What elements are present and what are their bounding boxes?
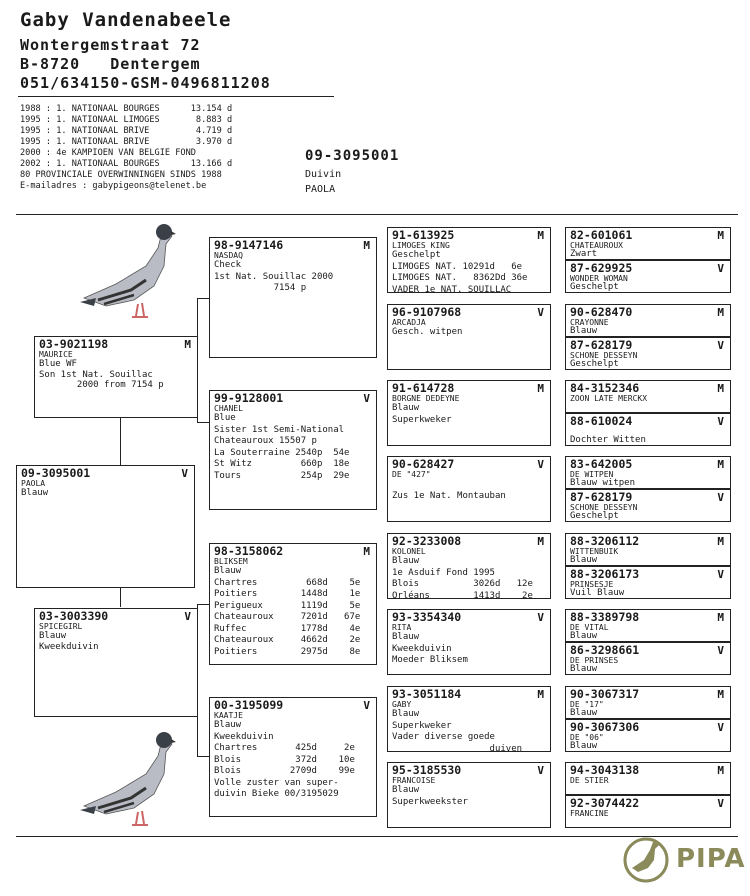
pigeon-name: BORGNE DEDEYNE xyxy=(392,394,460,403)
pigeon-name: FRANCINE xyxy=(570,809,609,818)
ring-number: 88-3206112 xyxy=(570,534,640,548)
sex-marker: M xyxy=(717,229,724,242)
pigeon-info-line: Chateauroux 15507 p xyxy=(214,436,317,446)
pigeon-info-line: St Witz 660p 18e xyxy=(214,459,350,469)
pedigree-box-gen4 xyxy=(565,609,731,642)
sex-marker: V xyxy=(717,339,724,352)
pigeon-info-line: Blauw xyxy=(21,488,49,498)
pedigree-box-gen4 xyxy=(565,304,731,337)
pigeon-name: DE "06" xyxy=(570,733,604,742)
pigeon-info-line: Geschelpt xyxy=(570,511,619,521)
pigeon-info-line: Blauw xyxy=(570,555,598,565)
pigeon-info-line: Dochter Witten xyxy=(570,435,646,445)
pigeon-name: RITA xyxy=(392,623,412,632)
pigeon-info-line: Blauw xyxy=(392,632,420,642)
achievement-line: 2002 : 1. NATIONAAL BOURGES 13.166 d xyxy=(20,159,233,169)
ring-number: 87-629925 xyxy=(570,261,633,275)
sex-marker: M xyxy=(717,688,724,701)
pigeon-name: ZOON LATE MERCKX xyxy=(570,394,648,403)
pigeon-info-line: Geschelpt xyxy=(392,250,441,260)
ring-number: 90-3067317 xyxy=(570,687,640,701)
pigeon-info-line: Superkweekster xyxy=(392,796,468,807)
ring-number: 90-3067306 xyxy=(570,720,640,734)
ring-number: 82-601061 xyxy=(570,228,633,242)
pigeon-name: DE "427" xyxy=(392,470,431,479)
sex-marker: V xyxy=(184,610,191,623)
sex-marker: M xyxy=(537,382,544,395)
pedigree-box-gen3 xyxy=(387,456,551,522)
pigeon-name: DE STIER xyxy=(570,776,609,785)
pigeon-info-line: VADER 1e NAT. SOUILLAC xyxy=(392,284,512,295)
ring-number: 95-3185530 xyxy=(392,763,462,777)
ring-number: 88-3389798 xyxy=(570,610,640,624)
pigeon-info-line: Chateauroux 7201d 67e xyxy=(214,612,361,622)
pigeon-name: PRINSESJE xyxy=(570,580,614,589)
pigeon-info-line: Blauw xyxy=(570,326,598,336)
sex-marker: V xyxy=(717,568,724,581)
pigeon-info-line: Sister 1st Semi-National xyxy=(214,424,345,435)
breeder-city: B-8720 Dentergem xyxy=(20,55,201,73)
pigeon-info-line: Perigueux 1119d 5e xyxy=(214,600,361,611)
pedigree-box-gen4 xyxy=(565,686,731,719)
pigeon-name: BLIKSEM xyxy=(214,557,248,566)
pigeon-info-line: Blauw xyxy=(214,720,242,730)
achievement-line: 1988 : 1. NATIONAAL BOURGES 13.154 d xyxy=(20,104,233,114)
ring-number: 98-3158062 xyxy=(214,544,284,558)
pedigree-box-gen3 xyxy=(387,380,551,446)
pigeon-info-line: Blauw witpen xyxy=(570,478,636,488)
pigeon-name: ARCADJA xyxy=(392,318,426,327)
pigeon-info-line: Zwart xyxy=(570,249,598,259)
pigeon-name: FRANCOISE xyxy=(392,776,436,785)
pedigree-box-gen4 xyxy=(565,762,731,795)
sex-marker: V xyxy=(717,491,724,504)
pigeon-info-line: Vuil Blauw xyxy=(570,588,625,598)
ring-number: 96-9107968 xyxy=(392,305,462,319)
breeder-phone: 051/634150-GSM-0496811208 xyxy=(20,74,271,92)
connector-main-mother xyxy=(120,587,121,607)
sex-marker: M xyxy=(537,535,544,548)
ring-number: 00-3195099 xyxy=(214,698,284,712)
pigeon-info-line: Blois 372d 10e xyxy=(214,754,355,765)
sex-marker: M xyxy=(363,545,370,558)
sex-marker: M xyxy=(717,764,724,777)
pigeon-info-line: Son 1st Nat. Souillac xyxy=(39,369,153,380)
sex-marker: M xyxy=(717,458,724,471)
pedigree-box-gen4 xyxy=(565,260,731,293)
pedigree-box-gen4 xyxy=(565,413,731,446)
pigeon-info-line: Blauw xyxy=(570,631,598,641)
ring-number: 93-3051184 xyxy=(392,687,462,701)
pigeon-info-line: Geschelpt xyxy=(570,359,619,369)
pigeon-info-line: Blauw xyxy=(392,709,420,719)
pedigree-box-gen3 xyxy=(387,533,551,599)
sex-marker: V xyxy=(537,611,544,624)
sex-marker: M xyxy=(717,611,724,624)
pedigree-box-gen4 xyxy=(565,566,731,599)
header-underline xyxy=(18,96,334,97)
pedigree-box-main xyxy=(16,465,195,588)
achievement-line: 1995 : 1. NATIONAAL LIMOGES 8.883 d xyxy=(20,115,233,125)
pigeon-name: SCHONE DESSEYN xyxy=(570,351,638,360)
connector-father-main xyxy=(120,417,121,465)
pigeon-info-line: Zus 1e Nat. Montauban xyxy=(392,490,506,501)
pipa-logo-icon xyxy=(622,830,670,886)
pigeon-info-line: Vader diverse goede xyxy=(392,732,495,742)
pedigree-box-gen3 xyxy=(387,227,551,293)
pigeon-name: CHATEAUROUX xyxy=(570,241,623,250)
pigeon-info-line: Blauw xyxy=(392,403,420,413)
pigeon-info-line: LIMOGES NAT. 8362Dd 36e xyxy=(392,273,528,283)
pedigree-box-gen4 xyxy=(565,719,731,752)
pigeon-info-line: Volle zuster van super- xyxy=(214,777,339,788)
pedigree-box-gen3 xyxy=(387,762,551,828)
pigeon-info-line: Blauw xyxy=(570,708,598,718)
sex-marker: V xyxy=(717,262,724,275)
pigeon-info-line: duiven xyxy=(392,743,523,754)
pigeon-info-line: Gesch. witpen xyxy=(392,327,463,337)
pedigree-box-gen4 xyxy=(565,380,731,413)
pigeon-info-line: Moeder Bliksem xyxy=(392,655,468,665)
ring-number: 88-3206173 xyxy=(570,567,640,581)
pigeon-name: WITTENBUIK xyxy=(570,547,619,556)
achievement-line: 80 PROVINCIALE OVERWINNINGEN SINDS 1988 xyxy=(20,170,222,180)
pigeon-info-line: 7154 p xyxy=(214,283,307,293)
sex-marker: M xyxy=(717,535,724,548)
pigeon-info-line: Blauw xyxy=(214,566,242,576)
sex-marker: V xyxy=(717,644,724,657)
ring-number: 99-9128001 xyxy=(214,391,284,405)
pigeon-name: KOLONEL xyxy=(392,547,426,556)
ring-number: 83-642005 xyxy=(570,457,633,471)
pedigree-box-gen2 xyxy=(209,697,377,817)
ring-number: 93-3354340 xyxy=(392,610,462,624)
pigeon-info-line: 1e Asduif Fond 1995 xyxy=(392,567,495,578)
pigeon-info-line: La Souterraine 2540p 54e xyxy=(214,447,350,458)
sex-marker: V xyxy=(717,797,724,810)
pigeon-photo-top xyxy=(76,218,176,324)
pigeon-info-line: 2000 from 7154 p xyxy=(39,380,164,390)
breeder-name: Gaby Vandenabeele xyxy=(20,9,232,31)
pedigree-box-gen4 xyxy=(565,337,731,370)
pigeon-name: WONDER WOMAN xyxy=(570,274,628,283)
sex-marker: V xyxy=(537,764,544,777)
ring-number: 92-3233008 xyxy=(392,534,462,548)
subject-name: PAOLA xyxy=(305,184,336,195)
pigeon-info-line: Blauw xyxy=(39,631,67,641)
sex-marker: V xyxy=(717,721,724,734)
ring-number: 03-3003390 xyxy=(39,609,109,623)
pigeon-info-line: Blois 3026d 12e xyxy=(392,579,533,589)
connector-mother-gen2-bottom xyxy=(197,756,209,757)
pedigree-box-gen2 xyxy=(209,390,377,510)
ring-number: 87-628179 xyxy=(570,338,633,352)
ring-number: 91-614728 xyxy=(392,381,455,395)
sex-marker: V xyxy=(363,699,370,712)
pedigree-box-gen3 xyxy=(387,686,551,752)
ring-number: 94-3043138 xyxy=(570,763,640,777)
achievement-line: E-mailadres : gabypigeons@telenet.be xyxy=(20,181,207,191)
ring-number: 90-628427 xyxy=(392,457,455,471)
pigeon-info-line: Chartres 668d 5e xyxy=(214,577,361,588)
pedigree-box-gen2 xyxy=(209,237,377,358)
pigeon-info-line: Blauw xyxy=(392,785,420,795)
pigeon-info-line: Ruffec 1778d 4e xyxy=(214,623,361,634)
pigeon-info-line: Superkweker xyxy=(392,720,452,731)
sex-marker: M xyxy=(537,229,544,242)
pigeon-info-line: Tours 254p 29e xyxy=(214,470,350,481)
connector-father-gen2-top xyxy=(197,298,209,299)
pigeon-name: DE WITPEN xyxy=(570,470,614,479)
pedigree-box-gen4 xyxy=(565,642,731,675)
pigeon-name: DE "17" xyxy=(570,700,604,709)
sex-marker: V xyxy=(537,458,544,471)
top-divider xyxy=(16,214,738,215)
sex-marker: M xyxy=(537,688,544,701)
achievement-line: 1995 : 1. NATIONAAL BRIVE 3.970 d xyxy=(20,137,233,147)
pigeon-name: CRAYONNE xyxy=(570,318,609,327)
sex-marker: V xyxy=(363,392,370,405)
sex-marker: V xyxy=(537,306,544,319)
ring-number: 84-3152346 xyxy=(570,381,640,395)
ring-number: 87-628179 xyxy=(570,490,633,504)
pedigree-box-gen3 xyxy=(387,609,551,675)
ring-number: 91-613925 xyxy=(392,228,455,242)
pedigree-box-gen4 xyxy=(565,456,731,489)
pigeon-photo-bottom xyxy=(76,726,176,832)
subject-ring: 09-3095001 xyxy=(305,148,400,164)
pedigree-box-gen3 xyxy=(387,304,551,370)
pigeon-name: DE VITAL xyxy=(570,623,609,632)
pigeon-info-line: Chateauroux 4662d 2e xyxy=(214,635,361,645)
pigeon-info-line: Check xyxy=(214,260,242,270)
pigeon-name: GABY xyxy=(392,700,412,709)
pigeon-name: MAURICE xyxy=(39,350,73,359)
connector-father-gen2-bottom xyxy=(197,422,209,423)
sex-marker: M xyxy=(717,306,724,319)
pigeon-info-line: 1st Nat. Souillac 2000 xyxy=(214,271,334,282)
subject-type: Duivin xyxy=(305,169,342,180)
pigeon-info-line: Geschelpt xyxy=(570,282,619,292)
ring-number: 03-9021198 xyxy=(39,337,109,351)
breeder-street: Wontergemstraat 72 xyxy=(20,36,201,54)
sex-marker: V xyxy=(717,415,724,428)
ring-number: 90-628470 xyxy=(570,305,633,319)
pigeon-info-line: Blauw xyxy=(392,556,420,566)
pigeon-info-line: Blauw xyxy=(570,664,598,674)
ring-number: 92-3074422 xyxy=(570,796,640,810)
pigeon-info-line: Blauw xyxy=(570,741,598,751)
pedigree-box-mother xyxy=(34,608,198,717)
pigeon-name: KAATJE xyxy=(214,711,243,720)
pigeon-info-line: Kweekduivin xyxy=(39,641,99,652)
ring-number: 09-3095001 xyxy=(21,466,91,480)
pigeon-info-line: Blue WF xyxy=(39,359,77,369)
ring-number: 98-9147146 xyxy=(214,238,284,252)
pedigree-box-gen2 xyxy=(209,543,377,665)
pigeon-info-line: Poitiers 2975d 8e xyxy=(214,646,361,657)
pigeon-info-line: Kweekduivin xyxy=(392,643,452,654)
pedigree-box-father xyxy=(34,336,198,418)
pedigree-box-gen4 xyxy=(565,795,731,828)
achievement-line: 1995 : 1. NATIONAAL BRIVE 4.719 d xyxy=(20,126,233,136)
pipa-logo-text: PIPA xyxy=(676,844,746,874)
pigeon-name: CHANEL xyxy=(214,404,243,413)
sex-marker: V xyxy=(181,467,188,480)
pigeon-name: DE PRINSES xyxy=(570,656,619,665)
sex-marker: M xyxy=(717,382,724,395)
pigeon-name: NASDAQ xyxy=(214,251,243,260)
pedigree-box-gen4 xyxy=(565,489,731,522)
pigeon-name: PAOLA xyxy=(21,479,46,488)
pigeon-info-line: Poitiers 1448d 1e xyxy=(214,589,361,599)
pigeon-info-line: Orléans 1413d 2e xyxy=(392,590,533,601)
pedigree-box-gen4 xyxy=(565,533,731,566)
pigeon-info-line: Kweekduivin xyxy=(214,731,274,742)
pigeon-name: SPICEGIRL xyxy=(39,622,83,631)
pigeon-info-line: Blois 2709d 99e xyxy=(214,766,355,776)
pigeon-info-line: Chartres 425d 2e xyxy=(214,743,355,753)
pigeon-info-line: duivin Bieke 00/3195029 xyxy=(214,789,339,799)
sex-marker: M xyxy=(184,338,191,351)
connector-mother-gen2-top xyxy=(197,604,209,605)
pigeon-info-line: Superkweker xyxy=(392,414,452,425)
pigeon-info-line: Blue xyxy=(214,413,236,423)
ring-number: 86-3298661 xyxy=(570,643,640,657)
pigeon-info-line: LIMOGES NAT. 10291d 6e xyxy=(392,261,523,272)
pigeon-name: SCHONE DESSEYN xyxy=(570,503,638,512)
achievement-line: 2000 : 4e KAMPIOEN VAN BELGIE FOND xyxy=(20,148,196,158)
achievements-list xyxy=(20,104,232,192)
pedigree-box-gen4 xyxy=(565,227,731,260)
pigeon-name: LIMOGES KING xyxy=(392,241,450,250)
sex-marker: M xyxy=(363,239,370,252)
ring-number: 88-610024 xyxy=(570,414,633,428)
